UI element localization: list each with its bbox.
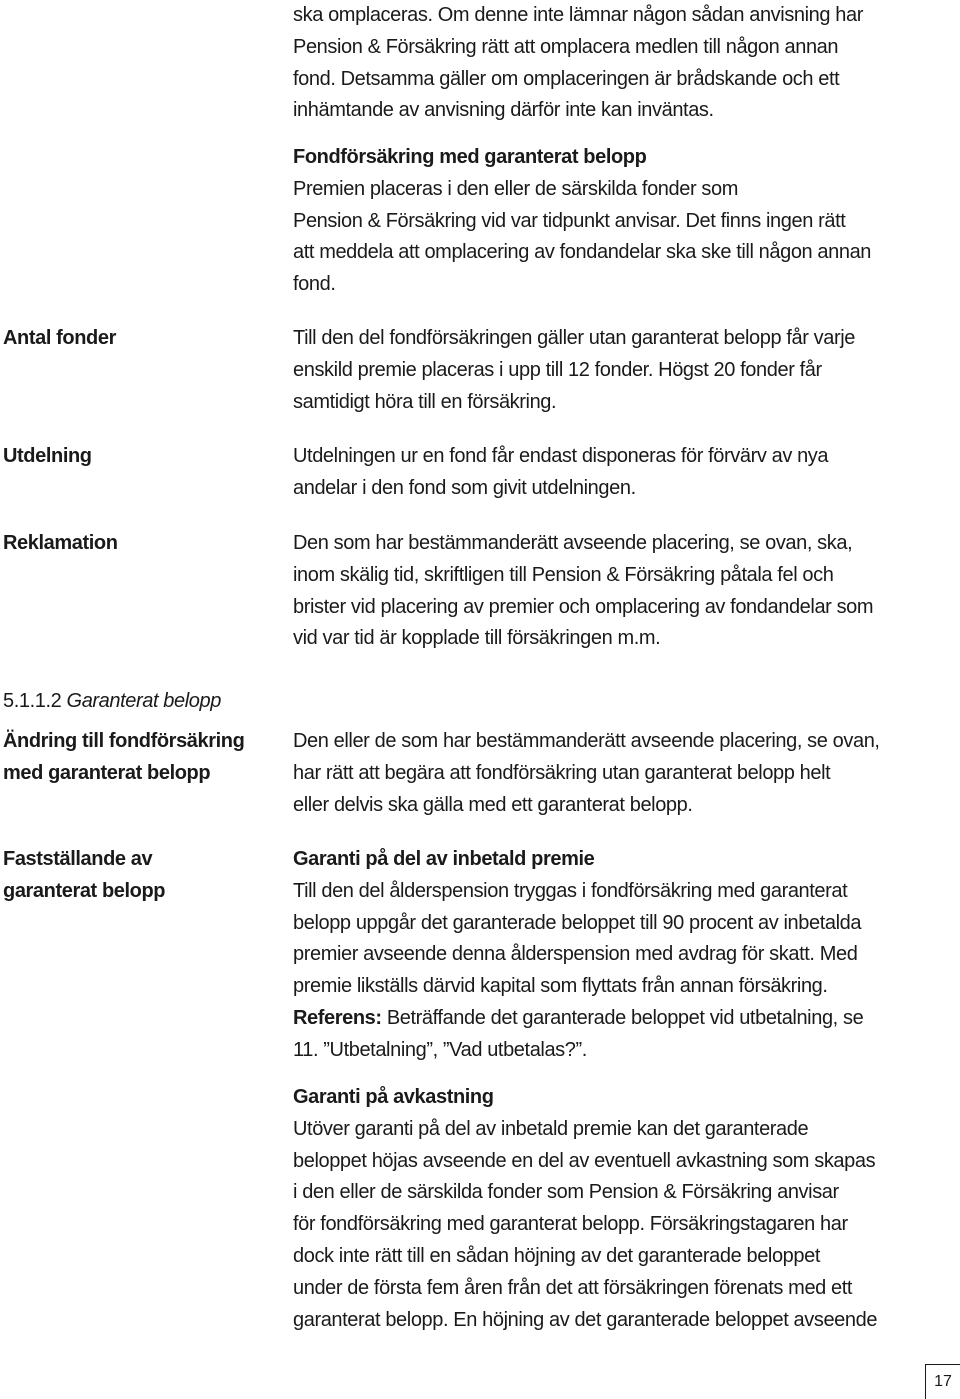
text-line: 11. ”Utbetalning”, ”Vad utbetalas?”. xyxy=(293,1038,587,1061)
margin-label-antal-fonder: Antal fonder xyxy=(3,327,116,349)
text-line: Premien placeras i den eller de särskilda fonder som xyxy=(293,177,738,200)
text-line: har rätt att begära att fondförsäkring utan garanterat belopp helt xyxy=(293,761,831,784)
text-line: under de första fem åren från det att försäkringen förenats med ett xyxy=(293,1276,853,1299)
text-line: dock inte rätt till en sådan höjning av det garanterade beloppet xyxy=(293,1244,821,1267)
section-heading xyxy=(3,686,273,718)
text-line: Den eller de som har bestämmanderätt avseende placering, se ovan, xyxy=(293,730,880,752)
label-line: Ändring till fondförsäkring xyxy=(3,730,245,752)
text-line: vid var tid är kopplade till försäkringen m.m. xyxy=(293,627,661,650)
garanti-avkastning-paragraph xyxy=(293,1082,943,1336)
label-line: garanterat belopp xyxy=(3,879,166,902)
section-title: Garanterat belopp xyxy=(66,690,221,712)
text-line: Den som har bestämmanderätt avseende placering, se ovan, ska, xyxy=(293,532,853,554)
text-line: Pension & Försäkring vid var tidpunkt anvisar. Det finns ingen rätt xyxy=(293,209,846,232)
text-line: ska omplaceras. Om denne inte lämnar någon sådan anvisning har xyxy=(293,4,863,26)
text-line: att meddela att omplacering av fondandelar ska ske till någon annan xyxy=(293,241,872,264)
utdelning-paragraph xyxy=(293,441,943,505)
page-number: 17 xyxy=(925,1364,960,1399)
text-line: samtidigt höra till en försäkring. xyxy=(293,390,557,413)
text-line: fond. Detsamma gäller om omplaceringen är brådskande och ett xyxy=(293,67,840,90)
referens-label: Referens: xyxy=(293,1006,382,1029)
text-line: garanterat belopp. En höjning av det garanterade beloppet avseende xyxy=(293,1308,878,1331)
label-line: Fastställande av xyxy=(3,848,153,870)
text-line: Till den del fondförsäkringen gäller utan garanterat belopp får varje xyxy=(293,327,856,349)
text-line: fond. xyxy=(293,273,336,296)
antal-fonder-paragraph xyxy=(293,323,943,418)
text-line: Till den del ålderspension tryggas i fondförsäkring med garanterat xyxy=(293,879,848,902)
andring-paragraph xyxy=(293,726,943,821)
subheading: Fondförsäkring med garanterat belopp xyxy=(293,146,647,168)
text-line: brister vid placering av premier och omplacering av fondandelar som xyxy=(293,595,874,618)
margin-label-reklamation: Reklamation xyxy=(3,532,118,554)
referens-text: Beträffande det garanterade beloppet vid utbetalning, se xyxy=(381,1006,864,1029)
text-line: enskild premie placeras i upp till 12 fonder. Högst 20 fonder får xyxy=(293,358,822,381)
text-line: inhämtande av anvisning därför inte kan inväntas. xyxy=(293,99,714,122)
margin-label-faststallande xyxy=(3,844,273,908)
text-line: eller delvis ska gälla med ett garanterat belopp. xyxy=(293,793,693,816)
section-number: 5.1.1.2 xyxy=(3,690,62,712)
text-line: andelar i den fond som givit utdelningen. xyxy=(293,476,636,499)
referens-line xyxy=(293,1003,943,1035)
text-line: inom skälig tid, skriftligen till Pension & Försäkring påtala fel och xyxy=(293,563,834,586)
text-line: premier avseende denna ålderspension med avdrag för skatt. Med xyxy=(293,943,858,966)
reklamation-paragraph xyxy=(293,528,943,655)
garanti-premie-paragraph xyxy=(293,844,943,1067)
margin-label-andring xyxy=(3,726,273,790)
intro-paragraph xyxy=(293,0,943,127)
subheading: Garanti på del av inbetald premie xyxy=(293,848,595,870)
margin-label-utdelning: Utdelning xyxy=(3,445,92,467)
fondforsakring-paragraph xyxy=(293,142,943,301)
text-line: Utöver garanti på del av inbetald premie kan det garanterade xyxy=(293,1117,809,1140)
label-line: med garanterat belopp xyxy=(3,761,211,784)
text-line: Pension & Försäkring rätt att omplacera medlen till någon annan xyxy=(293,35,839,58)
text-line: i den eller de särskilda fonder som Pension & Försäkring anvisar xyxy=(293,1181,839,1204)
subheading: Garanti på avkastning xyxy=(293,1086,494,1108)
text-line: premie likställs därvid kapital som flyttats från annan försäkring. xyxy=(293,975,828,998)
text-line: för fondförsäkring med garanterat belopp. Försäkringstagaren har xyxy=(293,1213,848,1236)
text-line: Utdelningen ur en fond får endast disponeras för förvärv av nya xyxy=(293,445,829,467)
text-line: belopp uppgår det garanterade beloppet till 90 procent av inbetalda xyxy=(293,911,862,934)
text-line: beloppet höjas avseende en del av eventuell avkastning som skapas xyxy=(293,1149,876,1172)
